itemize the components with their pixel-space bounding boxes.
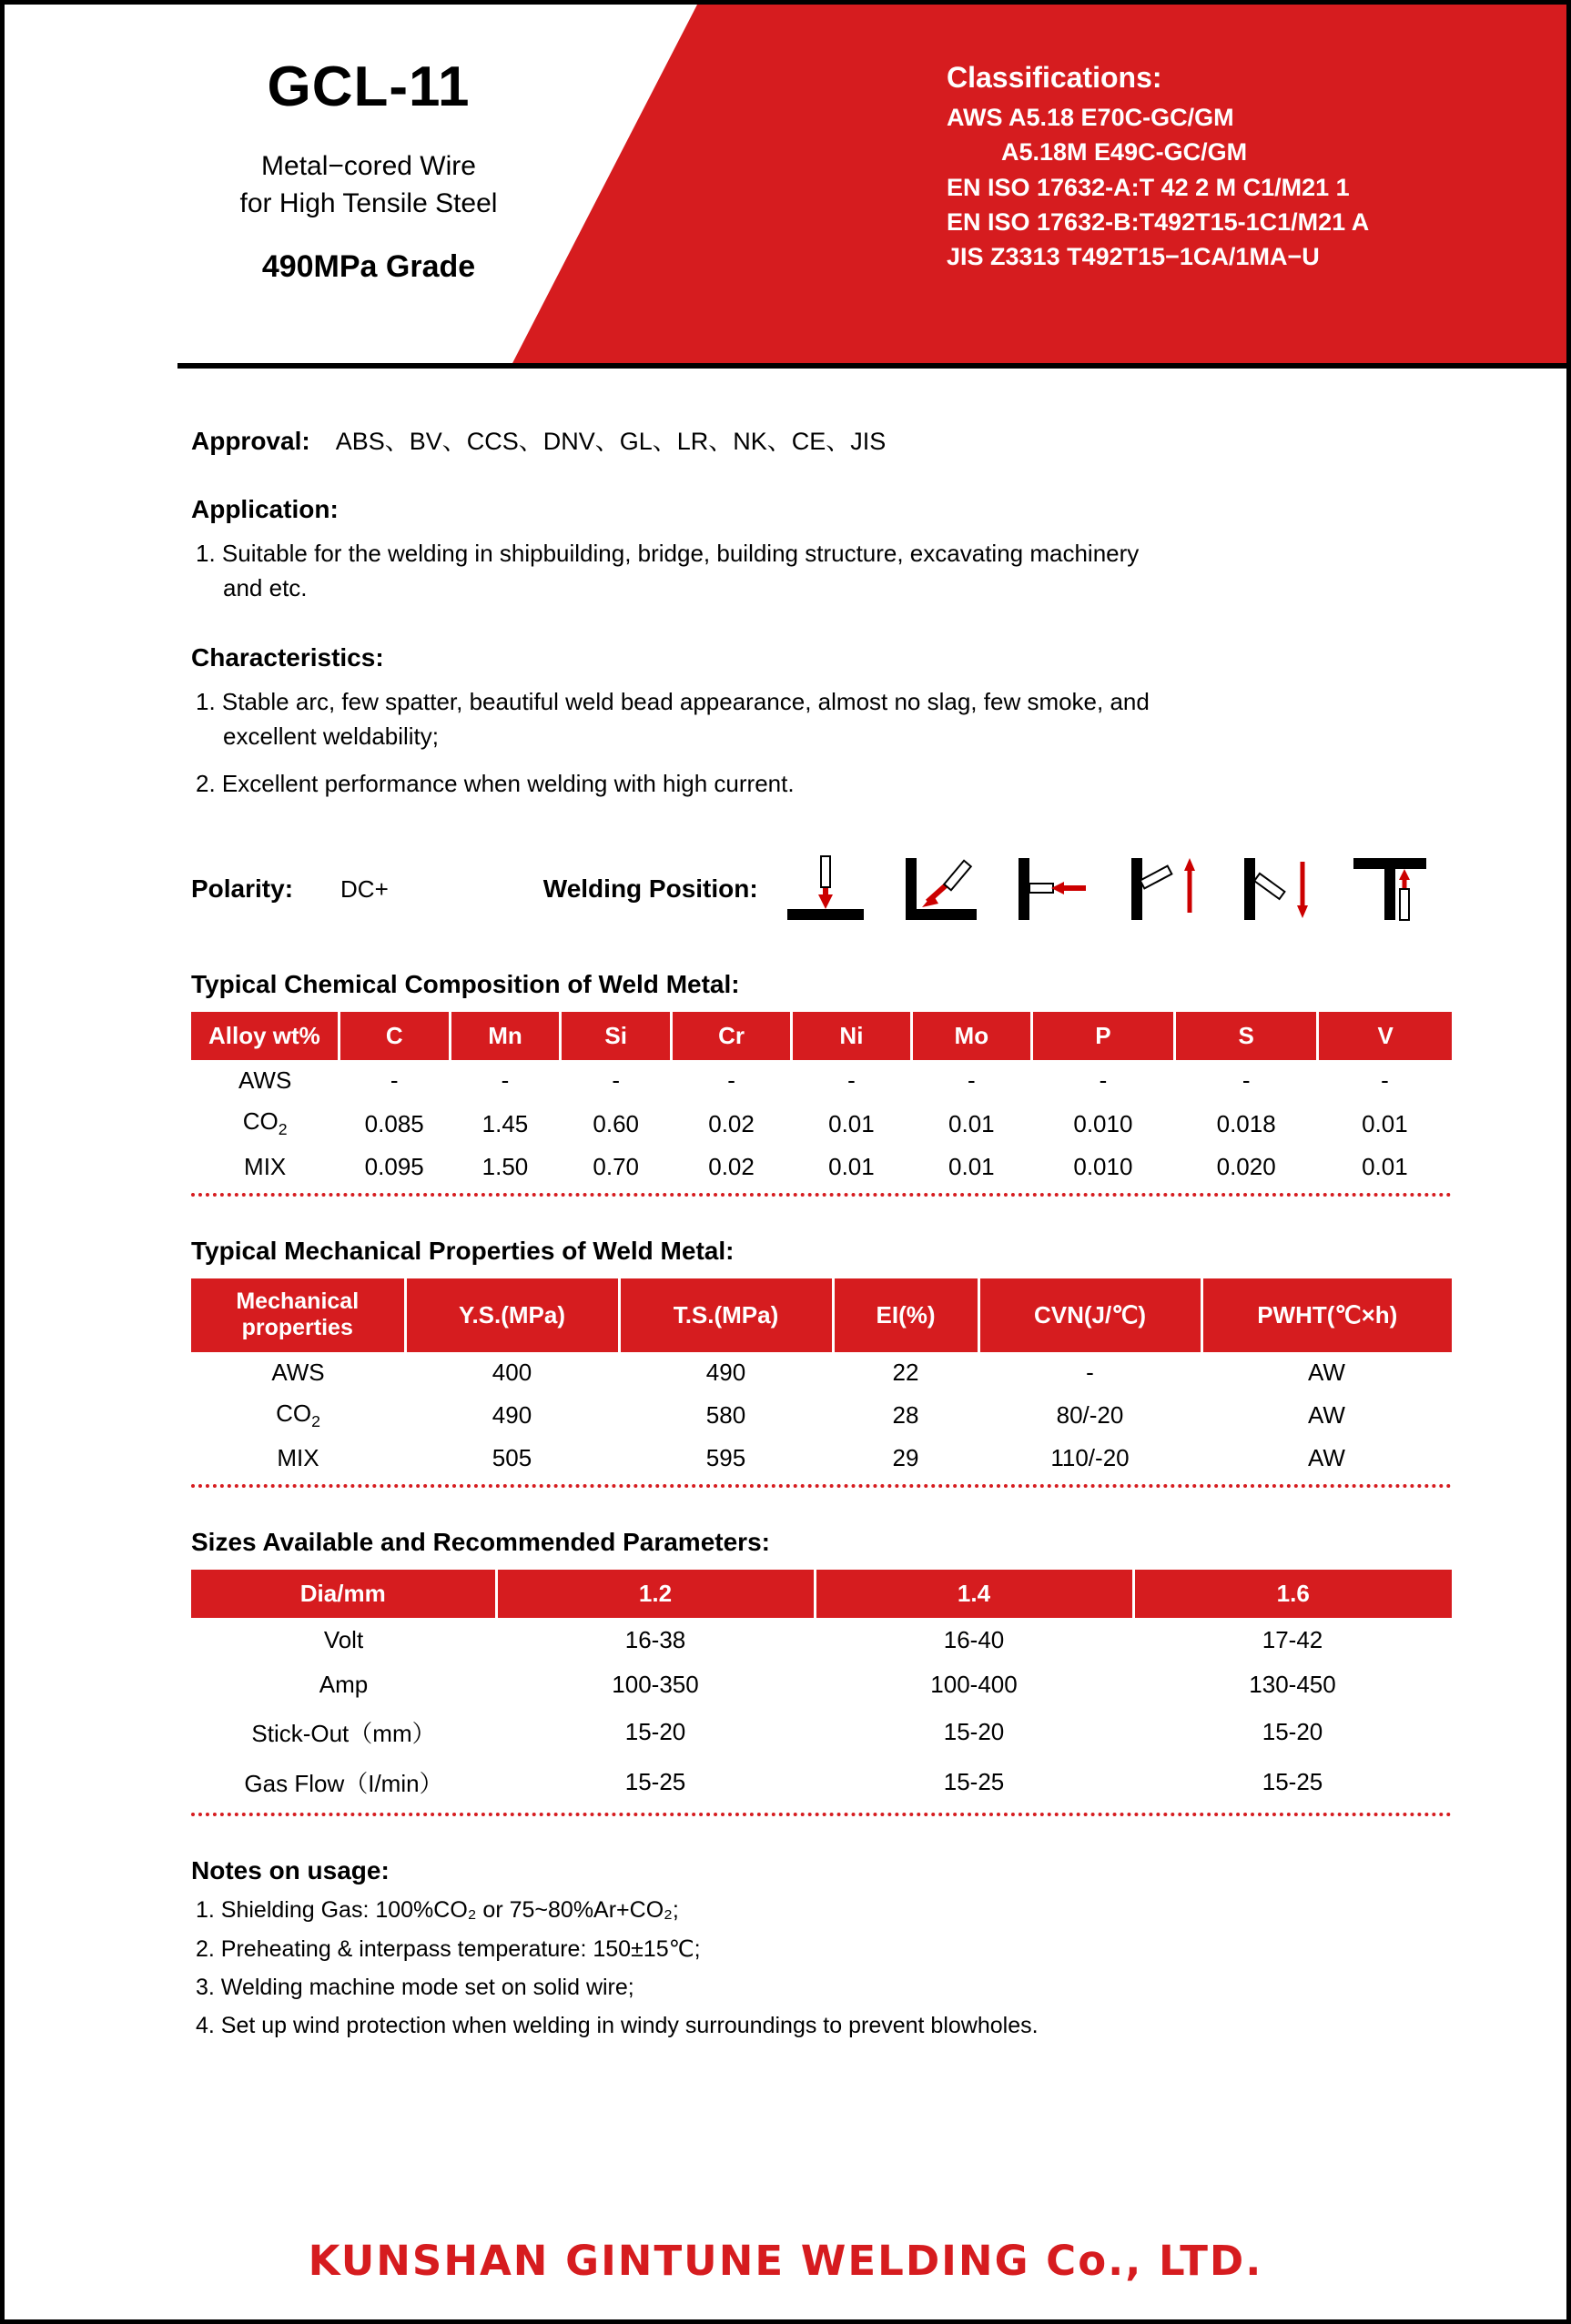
cell: 595 — [705, 1443, 746, 1471]
cell: 15-25 — [624, 1767, 686, 1795]
cell: 80/-20 — [1056, 1400, 1124, 1429]
cell: AWS — [238, 1066, 292, 1095]
cell: - — [1086, 1358, 1094, 1386]
cell: - — [967, 1066, 976, 1095]
cell: AWS — [271, 1358, 325, 1386]
cell: 580 — [705, 1400, 746, 1429]
cell: 490 — [705, 1358, 746, 1386]
classification-line: EN ISO 17632-A:T 42 2 M C1/M21 1 — [947, 173, 1350, 201]
cell: - — [1099, 1066, 1108, 1095]
classifications-block — [947, 61, 1547, 275]
polarity-label: Polarity: — [191, 874, 294, 904]
characteristics-item-2: 2. Excellent performance when welding with high current. — [196, 769, 795, 797]
cell: - — [727, 1066, 735, 1095]
sizes-table-bottom-rule — [191, 1813, 1452, 1816]
welding-position-overhead-icon — [1348, 853, 1432, 925]
cell: 22 — [892, 1358, 919, 1386]
cell: 100-350 — [612, 1670, 699, 1698]
cell: 15-20 — [624, 1717, 686, 1745]
cell: 1.50 — [481, 1152, 529, 1180]
cell: 0.02 — [708, 1152, 755, 1180]
approval-label: Approval: — [191, 427, 310, 455]
cell: 0.60 — [593, 1109, 640, 1137]
cell: 490 — [492, 1400, 532, 1429]
cell: 0.01 — [828, 1152, 875, 1180]
welding-position-flat-icon — [784, 853, 867, 925]
col-c: C — [339, 1012, 450, 1060]
col-mechanical-properties-line2: properties — [241, 1315, 353, 1341]
cell: 15-25 — [943, 1767, 1005, 1795]
table-row — [191, 1101, 1452, 1146]
welding-position-vertical-down-icon — [1235, 853, 1319, 925]
notes-title: Notes on usage: — [191, 1855, 390, 1884]
cell: Gas Flow（I/min） — [244, 1769, 443, 1797]
cell: 15-25 — [1262, 1767, 1323, 1795]
col-mechanical-properties — [191, 1278, 405, 1352]
table-row — [191, 1707, 1452, 1757]
cell: 505 — [492, 1443, 532, 1471]
col-dia-1-6: 1.6 — [1133, 1570, 1452, 1618]
characteristics-item1-line1: 1. Stable arc, few spatter, beautiful weld bead appearance, almost no slag, few smoke, and — [196, 688, 1150, 716]
classification-line: AWS A5.18 E70C-GC/GM — [947, 104, 1234, 131]
company-footer: KUNSHAN GINTUNE WELDING Co., LTD. — [308, 2237, 1263, 2285]
table-row — [191, 1352, 1452, 1393]
cell: AW — [1308, 1400, 1345, 1429]
cell: MIX — [244, 1152, 287, 1180]
col-mn: Mn — [450, 1012, 561, 1060]
classification-line: JIS Z3313 T492T15−1CA/1MA−U — [947, 243, 1320, 271]
cell: 29 — [892, 1443, 919, 1471]
table-header-row — [191, 1570, 1452, 1618]
col-pwht: PWHT(℃×h) — [1201, 1278, 1452, 1352]
cell: Stick-Out（mm） — [251, 1719, 436, 1747]
cell: 1.45 — [481, 1109, 529, 1137]
mechanical-properties-table — [191, 1278, 1452, 1479]
col-v: V — [1318, 1012, 1452, 1060]
col-ys: Y.S.(MPa) — [405, 1278, 619, 1352]
product-subtitle-line2: for High Tensile Steel — [239, 187, 498, 218]
table-row — [191, 1618, 1452, 1662]
cell: 0.02 — [708, 1109, 755, 1137]
cell: - — [390, 1066, 399, 1095]
application-item — [196, 537, 1406, 605]
table-row — [191, 1060, 1452, 1101]
cell: AW — [1308, 1358, 1345, 1386]
col-s: S — [1175, 1012, 1318, 1060]
sizes-table-title: Sizes Available and Recommended Parameters: — [191, 1527, 770, 1556]
sizes-parameters-table — [191, 1570, 1452, 1807]
polarity-row — [191, 848, 1535, 930]
col-ts: T.S.(MPa) — [619, 1278, 833, 1352]
col-si: Si — [561, 1012, 672, 1060]
cell: 0.01 — [948, 1152, 995, 1180]
col-p: P — [1031, 1012, 1174, 1060]
application-item-line2: and etc. — [223, 573, 308, 601]
table-row — [191, 1662, 1452, 1707]
col-dia-1-2: 1.2 — [496, 1570, 815, 1618]
col-el: EI(%) — [833, 1278, 978, 1352]
classifications-title: Classifications: — [947, 61, 1162, 94]
table-header-row — [191, 1012, 1452, 1060]
classification-line: EN ISO 17632-B:T492T15-1C1/M21 A — [947, 207, 1370, 236]
body — [5, 421, 1566, 2039]
characteristics-item-1 — [196, 685, 1406, 753]
chemical-table-bottom-rule — [191, 1193, 1452, 1197]
cell: - — [847, 1066, 856, 1095]
table-header-row — [191, 1278, 1452, 1352]
col-alloy: Alloy wt% — [191, 1012, 339, 1060]
cell: - — [1242, 1066, 1251, 1095]
approval-value: ABS、BV、CCS、DNV、GL、LR、NK、CE、JIS — [335, 428, 887, 455]
note-item: 1. Shielding Gas: 100%CO₂ or 75~80%Ar+CO₂; — [196, 1896, 679, 1923]
cell: Amp — [319, 1670, 369, 1698]
cell: 0.70 — [593, 1152, 640, 1180]
cell: 0.01 — [948, 1109, 995, 1137]
cell: 28 — [892, 1400, 919, 1429]
cell: 0.095 — [364, 1152, 424, 1180]
cell: 0.085 — [364, 1109, 424, 1137]
cell: 15-20 — [943, 1717, 1005, 1745]
welding-position-horizontal-fillet-icon — [897, 853, 980, 925]
cell: - — [501, 1066, 510, 1095]
cell: MIX — [277, 1443, 319, 1471]
polarity-value: DC+ — [340, 874, 389, 903]
note-item: 3. Welding machine mode set on solid wire; — [196, 1974, 634, 2000]
welding-position-vertical-up-icon — [1122, 853, 1206, 925]
cell: 0.01 — [1362, 1152, 1408, 1180]
cell: 400 — [492, 1358, 532, 1386]
classification-line: A5.18M E49C-GC/GM — [1001, 138, 1248, 167]
welding-position-horizontal-icon — [1009, 853, 1093, 925]
cell: 0.01 — [1362, 1109, 1408, 1137]
mechanical-table-bottom-rule — [191, 1484, 1452, 1488]
header-divider — [177, 363, 1566, 369]
cell: Volt — [323, 1625, 364, 1653]
cell: - — [1381, 1066, 1389, 1095]
cell: 0.010 — [1073, 1109, 1133, 1137]
header — [5, 5, 1566, 369]
col-cvn: CVN(J/℃) — [978, 1278, 1201, 1352]
application-title: Application: — [191, 495, 339, 523]
cell: 15-20 — [1262, 1717, 1323, 1745]
col-dia-1-4: 1.4 — [815, 1570, 1133, 1618]
application-item-line1: 1. Suitable for the welding in shipbuilding, bridge, building structure, excavating machinery — [196, 540, 1140, 567]
mechanical-table-title: Typical Mechanical Properties of Weld Metal: — [191, 1236, 735, 1265]
col-mechanical-properties-line1: Mechanical — [236, 1288, 360, 1314]
cell: $CO_2$ — [242, 1107, 288, 1139]
product-subtitle — [5, 148, 733, 222]
col-mo: Mo — [911, 1012, 1031, 1060]
cell: - — [612, 1066, 621, 1095]
col-ni: Ni — [791, 1012, 911, 1060]
cell: 0.010 — [1073, 1152, 1133, 1180]
cell: 0.018 — [1216, 1109, 1276, 1137]
product-subtitle-line1: Metal−cored Wire — [261, 151, 476, 181]
note-item: 2. Preheating & interpass temperature: 150±15℃; — [196, 1935, 701, 1962]
col-dia: Dia/mm — [191, 1570, 496, 1618]
cell: 110/-20 — [1050, 1443, 1130, 1471]
table-row — [191, 1438, 1452, 1479]
col-cr: Cr — [672, 1012, 792, 1060]
note-item: 4. Set up wind protection when welding in windy surroundings to prevent blowholes. — [196, 2012, 1039, 2038]
cell: AW — [1308, 1443, 1345, 1471]
welding-position-icons — [784, 853, 1432, 925]
chemical-table-title: Typical Chemical Composition of Weld Metal: — [191, 970, 740, 999]
product-grade: 490MPa Grade — [261, 249, 476, 284]
cell: $CO_2$ — [276, 1399, 320, 1430]
table-row — [191, 1757, 1452, 1807]
header-product-block — [5, 5, 733, 367]
cell: 0.020 — [1216, 1152, 1276, 1180]
table-row — [191, 1393, 1452, 1438]
cell: 130-450 — [1249, 1670, 1336, 1698]
cell: 100-400 — [930, 1670, 1018, 1698]
chemical-composition-table — [191, 1012, 1452, 1187]
cell: 16-40 — [943, 1625, 1005, 1653]
cell: 16-38 — [624, 1625, 686, 1653]
characteristics-title: Characteristics: — [191, 643, 384, 672]
cell: 17-42 — [1262, 1625, 1323, 1653]
characteristics-item1-line2: excellent weldability; — [223, 722, 440, 751]
page-title: GCL-11 — [267, 56, 471, 118]
approval-row — [191, 421, 1535, 457]
cell: 0.01 — [828, 1109, 875, 1137]
welding-position-label: Welding Position: — [542, 874, 758, 904]
table-row — [191, 1147, 1452, 1187]
